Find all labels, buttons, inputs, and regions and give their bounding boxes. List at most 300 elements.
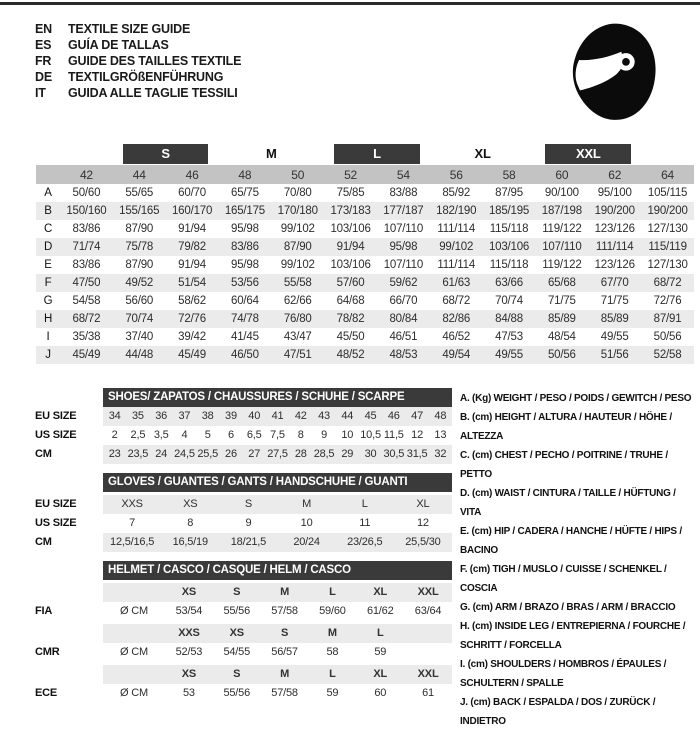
size-group-l: L [324,142,430,165]
size-col-header: 44 [113,165,166,184]
size-value-cell: 50/60 [72,187,101,199]
size-value-cell: 68/72 [653,277,682,289]
size-col-header: 52 [324,165,377,184]
shoes-value-cell: 26 [225,448,237,460]
helmet-standard-label: FIA [35,605,53,617]
gloves-row [35,533,452,552]
size-value-cell: 115/118 [489,259,529,271]
size-value-cell: 182/190 [436,205,477,217]
size-value-cell: 37/40 [125,331,154,343]
size-value-cell: 90/100 [544,187,579,199]
shoes-value-cell: 7,5 [270,429,285,441]
size-value-cell: 170/180 [277,205,318,217]
size-value-cell: 54/58 [72,295,101,307]
gloves-value-cell: 10 [300,517,313,529]
shoes-value-cell: 23,5 [127,448,149,460]
helmet-size-cell: S [233,668,241,680]
size-value-cell: 127/130 [647,223,688,235]
measurement-row [36,256,694,274]
gloves-table [35,473,452,552]
gloves-value-cell: 18/21,5 [230,536,267,548]
language-code: ES [35,38,52,52]
shoes-row [35,426,452,445]
helmet-sizes-row [35,583,452,602]
size-col-header: 54 [377,165,430,184]
size-value-cell: 62/66 [283,295,312,307]
helmet-value-cell: 63/64 [414,605,442,617]
size-value-cell: 83/86 [72,223,101,235]
shoes-value-cell: 24,5 [174,448,195,460]
size-value-cell: 75/78 [125,241,154,253]
helmet-sizes-row [35,624,452,643]
size-value-cell: 71/75 [600,295,629,307]
measurement-row-label: H [43,313,53,325]
shoes-value-cell: 24 [155,448,168,460]
size-value-cell: 57/60 [336,277,365,289]
gloves-value-cell: 8 [187,517,194,529]
size-value-cell: 70/74 [125,313,154,325]
shoes-value-cell: 10 [341,429,354,441]
size-value-cell: 187/198 [541,205,582,217]
gloves-value-cell: 20/24 [293,536,320,548]
helmet-values-row [35,643,452,662]
measurement-row [36,346,694,364]
helmet-size-cell [404,624,452,643]
gloves-value-cell: L [361,498,368,510]
helmet-value-cell: 52/53 [175,646,203,658]
size-corner-cell [36,165,60,184]
size-value-cell: 56/60 [125,295,154,307]
size-group-s: S [113,142,219,165]
gloves-value-cell: 12,5/16,5 [110,536,155,548]
size-value-cell: 47/53 [495,331,523,343]
size-value-cell: 105/115 [647,187,688,199]
shoes-row-label: US SIZE [35,429,77,441]
size-value-cell: 45/50 [336,331,365,343]
size-value-cell: 190/200 [647,205,688,217]
size-value-cell: 78/82 [336,313,365,325]
size-value-cell: 115/118 [489,223,529,235]
size-value-cell: 83/86 [231,241,259,253]
helmet-unit-cell: Ø CM [120,646,148,658]
shoes-value-cell: 27 [248,448,261,460]
size-value-cell: 155/165 [119,205,160,217]
helmet-value-cell: 61/62 [366,605,394,617]
helmet-value-cell: 58 [326,646,339,658]
gloves-row-label: EU SIZE [35,498,77,510]
page-top-border [0,2,700,5]
helmet-size-cell: XS [229,627,244,639]
measurement-row-label: A [44,187,52,199]
legend-item: D. (cm) WAIST / CINTURA / TAILLE / HÜFTUNG / VITA [460,488,676,518]
shoes-value-cell: 13 [434,429,447,441]
gloves-value-cell: XL [416,498,430,510]
size-value-cell: 190/200 [594,205,635,217]
size-col-header: 58 [483,165,536,184]
helmet-standard-label: CMR [35,646,60,658]
language-title: TEXTILE SIZE GUIDE [68,22,191,36]
size-value-cell: 85/89 [547,313,576,325]
size-value-cell: 107/110 [542,241,582,253]
size-value-cell: 55/65 [125,187,154,199]
size-value-cell: 79/82 [178,241,206,253]
language-title: GUÍA DE TALLAS [68,38,169,52]
helmet-size-cell: M [280,668,290,680]
gloves-value-cell: XXS [121,498,143,510]
size-value-cell: 49/55 [600,331,629,343]
size-value-cell: 51/54 [178,277,206,289]
shoes-value-cell: 37 [178,410,191,422]
shoes-row [35,407,452,426]
size-value-cell: 45/49 [72,349,101,361]
helmet-size-cell: S [281,627,289,639]
measurement-row [36,184,694,202]
shoes-value-cell: 8 [297,429,304,441]
shoes-value-cell: 30 [364,448,377,460]
shoes-value-cell: 31,5 [406,448,428,460]
size-group-row [36,142,694,165]
legend-item: J. (cm) BACK / ESPALDA / DOS / ZURÜCK / INDIETRO [460,697,656,727]
shoes-value-cell: 48 [434,410,447,422]
size-value-cell: 52/58 [653,349,682,361]
size-value-cell: 103/106 [488,241,530,253]
size-value-cell: 48/53 [389,349,418,361]
legend-item: C. (cm) CHEST / PECHO / POITRINE / TRUHE / PETTO [460,450,668,480]
shoes-value-cell: 2,5 [130,429,146,441]
helmet-value-cell: 56/57 [271,646,298,658]
size-value-cell: 44/48 [125,349,154,361]
shoes-value-cell: 28,5 [313,448,335,460]
gloves-value-cell: M [302,498,312,510]
helmet-unit-cell: Ø CM [120,605,148,617]
shoes-value-cell: 9 [321,429,327,441]
shoes-table-title: SHOES/ ZAPATOS / CHAUSSURES / SCHUHE / SCARPE [103,388,452,407]
helmet-value-cell [404,643,452,662]
size-value-cell: 99/102 [439,241,474,253]
size-value-cell: 103/106 [330,259,371,271]
size-value-cell: 76/80 [283,313,312,325]
size-value-cell: 111/114 [437,259,476,271]
helmet-value-cell: 60 [374,687,387,699]
shoes-value-cell: 44 [341,410,354,422]
size-value-cell: 87/90 [283,241,312,253]
shoes-value-cell: 46 [387,410,400,422]
size-value-cell: 65/68 [547,277,576,289]
size-value-cell: 173/183 [330,205,371,217]
helmet-standard-group [35,624,452,662]
size-value-cell: 87/95 [495,187,523,199]
size-value-cell: 83/88 [389,187,418,199]
size-value-cell: 48/52 [336,349,365,361]
helmet-sizes-row [35,665,452,684]
size-value-cell: 95/100 [597,187,632,199]
size-value-cell: 111/114 [437,223,476,235]
size-value-cell: 46/51 [389,331,418,343]
gloves-row [35,514,452,533]
shoes-value-cell: 6 [228,429,234,441]
size-value-cell: 160/170 [171,205,213,217]
size-value-cell: 111/114 [595,241,634,253]
legend-item: B. (cm) HEIGHT / ALTURA / HAUTEUR / HÖHE / ALTEZZA [460,412,672,442]
language-title: TEXTILGRÖßENFÜHRUNG [68,70,224,84]
helmet-size-cell: L [376,627,384,639]
measurement-row-label: E [44,259,52,271]
shoes-value-cell: 40 [248,410,261,422]
helmet-size-cell: XS [181,668,197,680]
size-col-header: 50 [271,165,324,184]
shoes-value-cell: 36 [155,410,168,422]
size-value-cell: 123/126 [594,259,635,271]
shoes-value-cell: 3,5 [153,429,169,441]
measurement-row [36,292,694,310]
shoes-row [35,445,452,464]
size-value-cell: 95/98 [389,241,418,253]
accessory-tables [35,388,452,712]
size-value-cell: 83/86 [72,259,101,271]
helmet-size-cell: XL [373,668,388,680]
size-value-cell: 48/54 [547,331,576,343]
shoes-value-cell: 45 [364,410,377,422]
racing-helmet-graphic [568,20,660,124]
shoes-value-cell: 42 [294,410,307,422]
shoes-value-cell: 2 [111,429,118,441]
size-col-header: 42 [60,165,113,184]
helmet-standard-label: ECE [35,687,58,699]
gloves-row-label: US SIZE [35,517,77,529]
size-col-header: 60 [535,165,588,184]
language-title: GUIDA ALLE TAGLIE TESSILI [68,86,238,100]
size-value-cell: 58/62 [178,295,206,307]
size-value-cell: 45/49 [178,349,206,361]
gloves-value-cell: S [244,498,252,510]
measurement-row [36,202,694,220]
shoes-value-cell: 29 [341,448,354,460]
shoes-value-cell: 39 [225,410,237,422]
language-row [35,85,241,101]
gloves-value-cell: 9 [245,517,252,529]
language-code: IT [35,86,46,100]
size-value-cell: 103/106 [330,223,371,235]
gloves-value-cell: 16,5/19 [172,536,208,548]
shoes-value-cell: 38 [201,410,214,422]
size-value-cell: 119/122 [542,259,582,271]
size-value-cell: 51/56 [600,349,629,361]
legend-item: I. (cm) SHOULDERS / HOMBROS / ÉPAULES / SCHULTERN / SPALLE [460,659,667,689]
gloves-row [35,495,452,514]
helmet-size-cell: XXL [417,586,439,598]
size-value-cell: 91/94 [178,223,206,235]
size-value-cell: 177/187 [383,205,424,217]
shoes-value-cell: 12 [411,429,423,441]
size-value-cell: 85/89 [600,313,629,325]
size-col-header: 56 [430,165,483,184]
size-value-cell: 85/92 [442,187,471,199]
shoes-row-label: EU SIZE [35,410,77,422]
helmet-size-cell: M [327,627,337,639]
textile-size-table [36,142,694,364]
helmet-size-cell: L [329,668,336,680]
helmet-value-cell: 53/54 [175,605,203,617]
size-value-cell: 115/119 [648,241,687,253]
helmet-table-title: HELMET / CASCO / CASQUE / HELM / CASCO [103,561,452,580]
language-title: GUIDE DES TAILLES TEXTILE [68,54,242,68]
size-value-cell: 64/68 [336,295,365,307]
shoes-value-cell: 10,5 [360,429,381,441]
size-value-cell: 80/84 [389,313,418,325]
size-value-cell: 185/195 [488,205,530,217]
size-value-cell: 47/51 [283,349,312,361]
shoes-value-cell: 11,5 [383,429,404,441]
shoes-value-cell: 35 [131,410,144,422]
size-col-header: 64 [641,165,694,184]
size-value-cell: 87/90 [125,223,154,235]
measurement-row [36,310,694,328]
size-value-cell: 68/72 [442,295,471,307]
size-value-cell: 59/62 [389,277,418,289]
size-value-cell: 66/70 [389,295,418,307]
helmet-value-cell: 57/58 [271,605,298,617]
legend-item: E. (cm) HIP / CADERA / HANCHE / HÜFTE / HIPS / BACINO [460,526,682,556]
size-value-cell: 119/122 [542,223,582,235]
size-value-cell: 91/94 [178,259,206,271]
gloves-value-cell: 11 [359,517,371,529]
size-value-cell: 74/78 [231,313,259,325]
size-value-cell: 95/98 [231,223,259,235]
shoes-table [35,388,452,464]
size-value-cell: 165/175 [224,205,265,217]
helmet-value-cell: 54/55 [223,646,250,658]
measurement-row-label: G [43,295,53,307]
helmet-size-cell: XS [181,586,197,598]
helmet-value-cell: 61 [422,687,434,699]
size-col-header: 46 [166,165,219,184]
shoes-value-cell: 28 [294,448,307,460]
size-group-m: M [265,145,277,161]
shoes-row-label: CM [35,448,52,460]
shoes-value-cell: 27,5 [267,448,288,460]
measurement-row-label: D [43,241,53,253]
helmet-table [35,561,452,703]
size-value-cell: 60/70 [178,187,206,199]
size-value-cell: 87/91 [653,313,682,325]
size-col-header: 62 [588,165,641,184]
measurement-row [36,238,694,256]
size-value-cell: 87/90 [125,259,154,271]
size-value-cell: 61/63 [442,277,471,289]
measurement-row-label: C [43,223,53,235]
size-value-cell: 49/54 [442,349,471,361]
gloves-value-cell: XS [183,498,198,510]
size-value-cell: 41/45 [231,331,259,343]
size-value-cell: 63/66 [495,277,523,289]
legend-item: A. (Kg) WEIGHT / PESO / POIDS / GEWITCH / PESO [460,393,692,404]
size-value-cell: 65/75 [231,187,259,199]
size-value-cell: 99/102 [280,223,315,235]
size-value-cell: 53/56 [231,277,259,289]
helmet-values-row [35,684,452,703]
shoes-value-cell: 23 [108,448,121,460]
size-value-cell: 70/80 [283,187,312,199]
gloves-row-label: CM [35,536,52,548]
helmet-size-cell: L [329,586,336,598]
size-value-cell: 67/70 [600,277,629,289]
size-value-cell: 91/94 [336,241,365,253]
legend-item: F. (cm) TIGH / MUSLO / CUISSE / SCHENKEL / COSCIA [460,564,667,594]
language-row [35,37,241,53]
size-value-cell: 50/56 [653,331,682,343]
measurement-legend [460,389,698,731]
size-value-cell: 82/86 [442,313,471,325]
language-row [35,21,241,37]
size-group-xl: XL [474,145,491,161]
shoes-value-cell: 4 [181,429,188,441]
gloves-value-cell: 7 [129,517,136,529]
legend-item: H. (cm) INSIDE LEG / ENTREPIERNA / FOURCHE / SCHRITT / FORCELLA [460,621,686,651]
measurement-row [36,328,694,346]
size-value-cell: 68/72 [72,313,101,325]
helmet-value-cell: 53 [182,687,195,699]
shoes-value-cell: 5 [204,429,211,441]
size-value-cell: 71/75 [547,295,576,307]
legend-item: G. (cm) ARM / BRAZO / BRAS / ARM / BRACCIO [460,602,676,613]
language-title-list [35,21,241,101]
size-value-cell: 46/52 [442,331,471,343]
size-group-spacer [36,142,113,165]
gloves-table-title: GLOVES / GUANTES / GANTS / HANDSCHUHE / GUANTI [103,473,452,492]
shoes-value-cell: 34 [108,410,121,422]
language-code: FR [35,54,52,68]
measurement-row-label: F [44,277,52,289]
shoes-value-cell: 47 [411,410,423,422]
size-value-cell: 72/76 [178,313,206,325]
language-row [35,69,241,85]
helmet-size-cell: XL [373,586,388,598]
shoes-value-cell: 6,5 [246,429,262,441]
helmet-value-cell: 55/56 [223,605,250,617]
size-value-cell: 70/74 [495,295,523,307]
helmet-size-cell: XXS [178,627,200,639]
shoes-value-cell: 25,5 [197,448,218,460]
helmet-value-cell: 59 [326,687,339,699]
size-number-row [36,165,694,184]
measurement-row-label: J [45,349,51,361]
shoes-value-cell: 41 [271,410,284,422]
helmet-standard-group [35,665,452,703]
helmet-size-cell: XXL [417,668,439,680]
size-col-header: 48 [218,165,271,184]
racing-helmet-icon [568,20,660,124]
helmet-value-cell: 59/60 [319,605,346,617]
helmet-value-cell: 57/58 [271,687,298,699]
size-value-cell: 55/58 [283,277,312,289]
size-value-cell: 95/98 [231,259,259,271]
gloves-value-cell: 23/26,5 [347,536,383,548]
size-value-cell: 39/42 [178,331,206,343]
helmet-value-cell: 59 [374,646,387,658]
measurement-row [36,274,694,292]
language-code: DE [35,70,52,84]
size-value-cell: 123/126 [594,223,635,235]
size-value-cell: 43/47 [283,331,312,343]
size-value-cell: 49/52 [125,277,154,289]
size-value-cell: 47/50 [72,277,101,289]
size-value-cell: 49/55 [495,349,523,361]
gloves-value-cell: 25,5/30 [405,536,441,548]
helmet-size-cell: S [233,586,241,598]
size-value-cell: 50/56 [547,349,576,361]
shoes-value-cell: 43 [318,410,330,422]
size-value-cell: 75/85 [336,187,365,199]
